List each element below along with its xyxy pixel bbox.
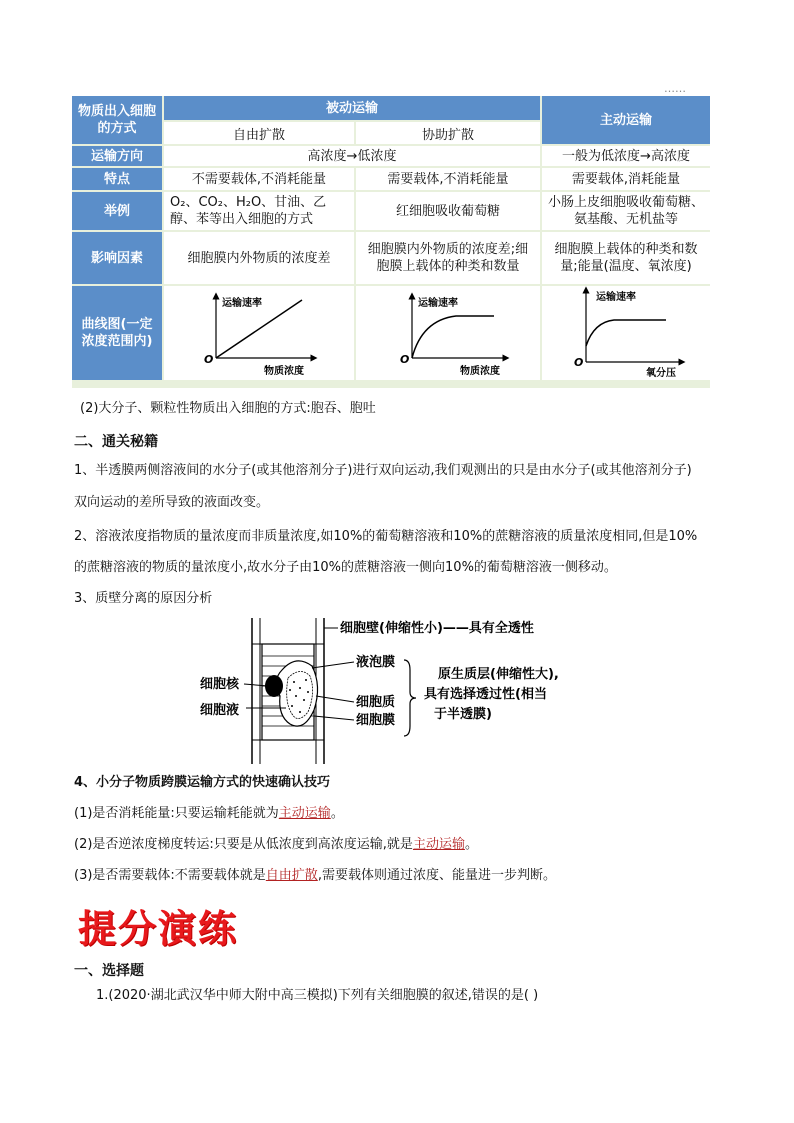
tip3-title: 3、质壁分离的原因分析: [74, 591, 213, 606]
item3-text: (3)是否需要载体:不需要载体就是: [74, 868, 266, 883]
factor-active: 细胞膜上载体的种类和数量;能量(温度、氧浓度): [542, 232, 710, 284]
direction-passive: 高浓度→低浓度: [164, 146, 540, 166]
label-nucleus: 细胞核: [200, 677, 240, 692]
heading-tips: 二、通关秘籍: [74, 434, 158, 450]
rowhdr-feature: 特点: [72, 168, 162, 190]
practice-banner: 提分演练: [78, 907, 239, 951]
curve3-xlabel: 氧分压: [646, 368, 676, 379]
label-cell-wall: 细胞壁(伸缩性小)——具有全透性: [340, 621, 534, 636]
hdr-facilitated: 协助扩散: [356, 122, 540, 144]
tip4-item2: [74, 836, 478, 854]
label-protoplast-3: 于半透膜): [434, 707, 492, 722]
section-choice: 一、选择题: [74, 963, 144, 979]
example-active: 小肠上皮细胞吸收葡萄糖、氨基酸、无机盐等: [542, 192, 710, 230]
plasmolysis-diagram: [196, 616, 616, 766]
curve2-xlabel: 物质浓度: [460, 366, 500, 377]
corner-mark: ……: [664, 82, 686, 95]
curve3-origin: O: [574, 356, 584, 369]
hdr-passive: 被动运输: [164, 96, 540, 120]
item2-end: 。: [464, 837, 478, 852]
feature-active: 需要载体,消耗能量: [542, 168, 710, 190]
example-facil: 红细胞吸收葡萄糖: [356, 192, 540, 230]
curve-free-diffusion: [164, 286, 354, 380]
rowhdr-factor: 影响因素: [72, 232, 162, 284]
curve-facilitated: [356, 286, 540, 380]
hdr-free-diffusion: 自由扩散: [164, 122, 354, 144]
curve1-xlabel: 物质浓度: [264, 366, 304, 377]
curve-active-cell: [542, 286, 710, 380]
item3-end: ,需要载体则通过浓度、能量进一步判断。: [317, 868, 556, 883]
label-vacuole-membrane: 液泡膜: [356, 655, 396, 670]
curve-free-cell: [164, 286, 354, 380]
rowhdr-direction: 运输方向: [72, 146, 162, 166]
tip4-title: 4、小分子物质跨膜运输方式的快速确认技巧: [74, 775, 331, 790]
curve1-ylabel: 运输速率: [222, 298, 262, 309]
rowhdr-method: 物质出入细胞的方式: [72, 96, 162, 144]
label-cell-sap: 细胞液: [200, 703, 240, 718]
transport-table: [72, 96, 710, 388]
direction-active: 一般为低浓度→高浓度: [542, 146, 710, 166]
item3-highlight: 自由扩散: [265, 868, 318, 883]
example-free: O₂、CO₂、H₂O、甘油、乙醇、苯等出入细胞的方式: [164, 192, 354, 230]
rowhdr-curve: 曲线图(一定浓度范围内): [72, 286, 162, 380]
feature-facil: 需要载体,不消耗能量: [356, 168, 540, 190]
factor-free: 细胞膜内外物质的浓度差: [164, 232, 354, 284]
curve-active: [542, 286, 710, 380]
curve1-origin: O: [204, 353, 214, 366]
label-protoplast-2: 具有选择透过性(相当: [424, 687, 547, 702]
tip2-line2: 的蔗糖溶液的物质的量浓度小,故水分子由10%的蔗糖溶液一侧向10%的葡萄糖溶液一侧移动。: [74, 560, 617, 575]
curve3-ylabel: 运输速率: [596, 292, 636, 303]
item2-highlight: 主动运输: [412, 837, 465, 852]
item1-end: 。: [330, 806, 344, 821]
tip1-line1: 1、半透膜两侧溶液间的水分子(或其他溶剂分子)进行双向运动,我们观测出的只是由水分子(或其他溶剂分子): [74, 463, 692, 478]
text-large-molecules: (2)大分子、颗粒性物质出入细胞的方式:胞吞、胞吐: [80, 401, 376, 416]
label-protoplast-1: 原生质层(伸缩性大),: [438, 667, 559, 682]
hdr-active: 主动运输: [542, 96, 710, 144]
tip4-item1: [74, 805, 344, 823]
tip1-line2: 双向运动的差所导致的液面改变。: [74, 495, 270, 510]
factor-facil: 细胞膜内外物质的浓度差;细胞膜上载体的种类和数量: [356, 232, 540, 284]
question-1: 1.(2020·湖北武汉华中师大附中高三模拟)下列有关细胞膜的叙述,错误的是( ): [96, 988, 539, 1003]
label-cytoplasm: 细胞质: [356, 695, 396, 710]
item2-text: (2)是否逆浓度梯度转运:只要是从低浓度到高浓度运输,就是: [74, 837, 413, 852]
item1-text: (1)是否消耗能量:只要运输耗能就为: [74, 806, 279, 821]
item1-highlight: 主动运输: [278, 806, 331, 821]
label-cell-membrane: 细胞膜: [356, 713, 396, 728]
curve2-ylabel: 运输速率: [418, 298, 458, 309]
rowhdr-example: 举例: [72, 192, 162, 230]
curve-facil-cell: [356, 286, 540, 380]
tip4-item3: [74, 867, 556, 885]
feature-free: 不需要载体,不消耗能量: [164, 168, 354, 190]
curve2-origin: O: [400, 353, 410, 366]
tip2-line1: 2、溶液浓度指物质的量浓度而非质量浓度,如10%的葡萄糖溶液和10%的蔗糖溶液的质量浓度相同,但是10%: [74, 529, 698, 544]
